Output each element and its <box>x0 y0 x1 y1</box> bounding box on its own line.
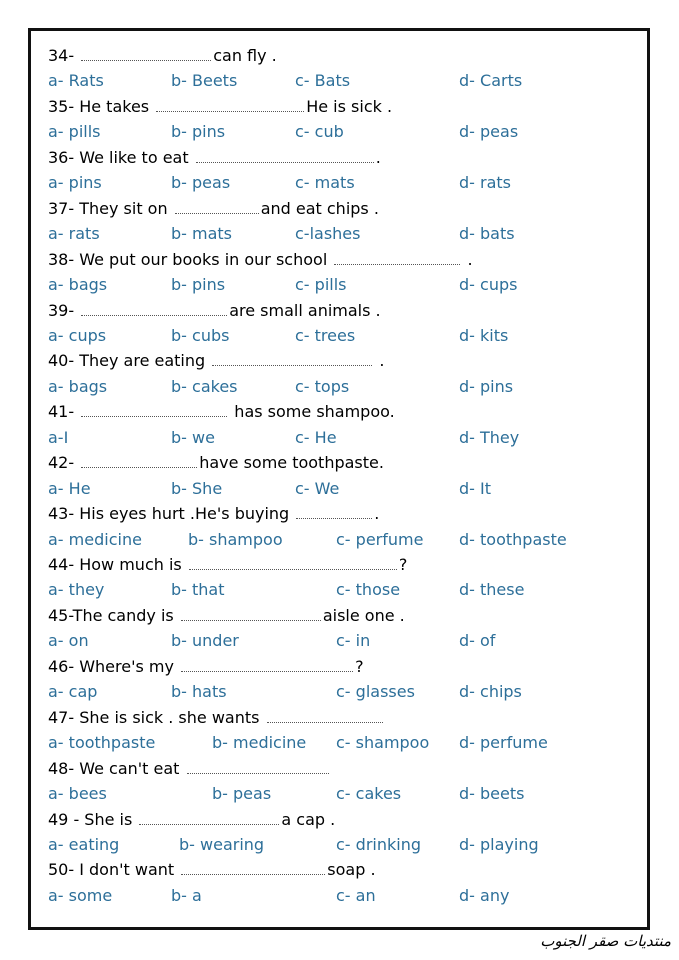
question-line <box>48 857 376 882</box>
answer-blank[interactable] <box>189 557 397 570</box>
question-line <box>48 247 473 272</box>
answer-blank[interactable] <box>81 404 227 417</box>
answer-option[interactable]: b- mats <box>171 224 233 244</box>
answer-option[interactable]: a- they <box>48 580 105 600</box>
answer-option[interactable]: c- those <box>336 580 401 600</box>
answer-option[interactable]: d- bats <box>459 224 515 244</box>
options-line <box>48 883 628 908</box>
question-text-end: . <box>374 504 380 524</box>
question-text: 38- We put our books in our school <box>48 249 333 269</box>
answer-option[interactable]: b- medicine <box>212 733 307 753</box>
question-text-end: soap . <box>327 860 376 880</box>
options-line <box>48 425 628 450</box>
question-text-end: aisle one . <box>322 605 405 625</box>
question-text: 50- I don't want <box>48 860 180 880</box>
answer-option[interactable]: b- we <box>171 427 215 447</box>
answer-option[interactable]: c-lashes <box>295 224 361 244</box>
answer-option[interactable]: c- cakes <box>336 784 402 804</box>
question-text: 40- They are eating <box>48 351 211 371</box>
answer-blank[interactable] <box>139 812 279 825</box>
answer-option[interactable]: d- rats <box>459 173 512 193</box>
answer-option[interactable]: a- some <box>48 885 113 905</box>
answer-option[interactable]: c- pills <box>295 275 347 295</box>
answer-option[interactable]: c- drinking <box>336 834 421 854</box>
options-line <box>48 68 628 93</box>
question-text-end: can fly . <box>213 46 277 65</box>
answer-blank[interactable] <box>334 252 460 265</box>
answer-option[interactable]: d- They <box>459 427 520 447</box>
answer-option[interactable]: a- Rats <box>48 71 104 91</box>
answer-blank[interactable] <box>175 201 259 214</box>
question-text: 49 - She is <box>48 809 138 829</box>
question-text: 43- His eyes hurt .He's buying <box>48 504 295 524</box>
answer-option[interactable]: b- that <box>171 580 225 600</box>
question-text: 36- We like to eat <box>48 147 194 167</box>
answer-blank[interactable] <box>81 455 197 468</box>
answer-option[interactable]: d- pins <box>459 376 514 396</box>
question-line <box>48 196 379 221</box>
answer-option[interactable]: c- glasses <box>336 682 415 702</box>
question-text: 34- <box>48 46 80 65</box>
answer-option[interactable]: b- peas <box>212 784 272 804</box>
question-text: 48- We can't eat <box>48 758 185 778</box>
answer-blank[interactable] <box>181 608 321 621</box>
answer-blank[interactable] <box>212 353 372 366</box>
question-text-end: ? <box>355 656 364 676</box>
answer-option[interactable]: a- bees <box>48 784 107 804</box>
options-line <box>48 323 628 348</box>
question-line <box>48 603 405 628</box>
answer-option[interactable]: c- cub <box>295 122 344 142</box>
answer-option[interactable]: d- any <box>459 885 510 905</box>
answer-option[interactable]: d- kits <box>459 325 509 345</box>
answer-option[interactable]: d- Carts <box>459 71 523 91</box>
answer-option[interactable]: d- It <box>459 478 492 498</box>
answer-option[interactable]: b- hats <box>171 682 227 702</box>
answer-option[interactable]: b- cakes <box>171 376 238 396</box>
question-text-end: and eat chips . <box>260 198 379 218</box>
options-line <box>48 374 628 399</box>
answer-option[interactable]: a- bags <box>48 376 108 396</box>
answer-option[interactable]: c- Bats <box>295 71 351 91</box>
options-line <box>48 272 628 297</box>
question-line <box>48 145 381 170</box>
answer-option[interactable]: b- a <box>171 885 202 905</box>
question-text-end: . <box>375 147 381 167</box>
answer-option[interactable]: d- toothpaste <box>459 529 567 549</box>
answer-blank[interactable] <box>181 862 325 875</box>
answer-blank[interactable] <box>81 48 211 61</box>
question-line <box>48 501 379 526</box>
answer-blank[interactable] <box>296 506 372 519</box>
question-text: 41- <box>48 402 80 422</box>
options-line <box>48 170 628 195</box>
answer-option[interactable]: a- cap <box>48 682 98 702</box>
answer-option[interactable]: c- He <box>295 427 337 447</box>
answer-option[interactable]: a- pills <box>48 122 101 142</box>
question-text-end: have some toothpaste. <box>199 453 384 473</box>
answer-option[interactable]: c- trees <box>295 325 356 345</box>
answer-option[interactable]: d- playing <box>459 834 539 854</box>
question-line <box>48 94 392 119</box>
answer-option[interactable]: d- perfume <box>459 733 548 753</box>
options-line <box>48 527 628 552</box>
answer-option[interactable]: b- pins <box>171 122 226 142</box>
answer-option[interactable]: b- pins <box>171 275 226 295</box>
answer-blank[interactable] <box>267 710 383 723</box>
options-line <box>48 628 628 653</box>
question-text: 42- <box>48 453 80 473</box>
answer-option[interactable]: a-I <box>48 427 69 447</box>
question-line <box>48 756 331 781</box>
question-line <box>48 807 335 832</box>
answer-option[interactable]: b- peas <box>171 173 231 193</box>
answer-option[interactable]: c- We <box>295 478 340 498</box>
options-line <box>48 832 628 857</box>
question-line <box>48 654 364 679</box>
answer-option[interactable]: a- bags <box>48 275 108 295</box>
answer-option[interactable]: d- cups <box>459 275 518 295</box>
question-text-end: He is sick . <box>306 96 393 116</box>
question-text: 35- He takes <box>48 96 155 116</box>
options-line <box>48 119 628 144</box>
answer-option[interactable]: a- eating <box>48 834 120 854</box>
answer-option[interactable]: a- on <box>48 631 89 651</box>
answer-blank[interactable] <box>81 303 227 316</box>
answer-option[interactable]: c- an <box>336 885 376 905</box>
answer-blank[interactable] <box>181 659 353 672</box>
answer-option[interactable]: b- under <box>171 631 239 651</box>
answer-option[interactable]: a- rats <box>48 224 100 244</box>
question-line <box>48 552 407 577</box>
options-line <box>48 730 628 755</box>
question-line <box>48 705 385 730</box>
options-line <box>48 679 628 704</box>
answer-option[interactable]: b- cubs <box>171 325 230 345</box>
question-text-end: . <box>374 351 385 371</box>
answer-option[interactable]: a- medicine <box>48 529 142 549</box>
question-text-end: a cap . <box>281 809 336 829</box>
answer-option[interactable]: c- mats <box>295 173 355 193</box>
answer-option[interactable]: d- these <box>459 580 525 600</box>
question-text: 39- <box>48 300 80 320</box>
answer-option[interactable]: c- shampoo <box>336 733 430 753</box>
answer-option[interactable]: a- cups <box>48 325 107 345</box>
answer-option[interactable]: b- wearing <box>179 834 265 854</box>
answer-blank[interactable] <box>196 150 374 163</box>
answer-option[interactable]: a- toothpaste <box>48 733 156 753</box>
options-line <box>48 476 628 501</box>
options-line <box>48 577 628 602</box>
answer-option[interactable]: d- beets <box>459 784 525 804</box>
question-text: 47- She is sick . she wants <box>48 707 265 727</box>
question-text-end: are small animals . <box>229 300 381 320</box>
answer-option[interactable]: c- in <box>336 631 371 651</box>
question-text: 45-The candy is <box>48 605 179 625</box>
answer-option[interactable]: a- He <box>48 478 91 498</box>
answer-option[interactable]: c- perfume <box>336 529 424 549</box>
question-line <box>48 43 277 68</box>
answer-option[interactable]: b- She <box>171 478 223 498</box>
question-text-end: ? <box>398 555 408 574</box>
answer-option[interactable]: d- chips <box>459 682 522 702</box>
question-text: 37- They sit on <box>48 198 173 218</box>
question-line <box>48 399 395 424</box>
options-line <box>48 221 628 246</box>
answer-option[interactable]: c- tops <box>295 376 350 396</box>
question-text-end: has some shampoo. <box>229 402 395 422</box>
question-text: 44- How much is <box>48 555 187 574</box>
answer-option[interactable]: d- of <box>459 631 496 651</box>
answer-blank[interactable] <box>156 99 304 112</box>
watermark: منتديات صقر الجنوب <box>540 932 671 950</box>
answer-option[interactable]: b- Beets <box>171 71 238 91</box>
answer-option[interactable]: a- pins <box>48 173 102 193</box>
answer-option[interactable]: b- shampoo <box>188 529 283 549</box>
answer-option[interactable]: d- peas <box>459 122 519 142</box>
question-line <box>48 348 384 373</box>
question-text-end: . <box>462 249 473 269</box>
question-line <box>48 298 381 323</box>
answer-blank[interactable] <box>187 761 329 774</box>
question-line <box>48 450 384 475</box>
question-text: 46- Where's my <box>48 656 180 676</box>
options-line <box>48 781 628 806</box>
